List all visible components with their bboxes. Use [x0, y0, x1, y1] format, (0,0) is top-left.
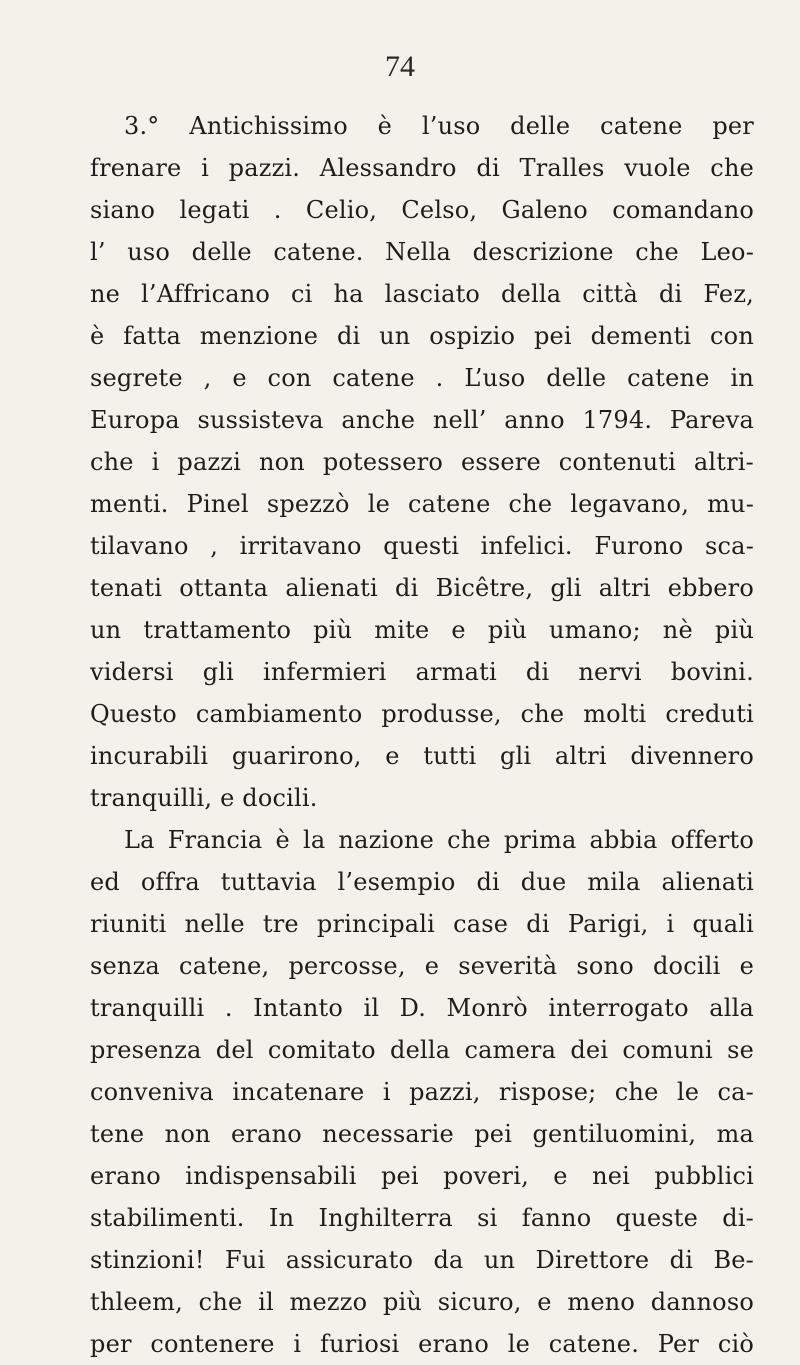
text-line: l’ uso delle catene. Nella descrizione che Leo- [90, 238, 754, 266]
text-line: che i pazzi non potessero essere contenuti altri- [90, 448, 754, 476]
text-line: è fatta menzione di un ospizio pei dementi con [90, 322, 754, 350]
text-line: frenare i pazzi. Alessandro di Tralles vuole che [90, 154, 754, 182]
text-line: Europa sussisteva anche nell’ anno 1794. Pareva [90, 406, 754, 434]
text-line: tranquilli, e docili. [90, 784, 318, 812]
text-line: presenza del comitato della camera dei comuni se [90, 1036, 754, 1064]
text-line: un trattamento più mite e più umano; nè più [90, 616, 754, 644]
text-line: tranquilli . Intanto il D. Monrò interrogato alla [90, 994, 754, 1022]
text-line: segrete , e con catene . L’uso delle catene in [90, 364, 754, 392]
text-line: vidersi gli infermieri armati di nervi bovini. [90, 658, 754, 686]
text-line: La Francia è la nazione che prima abbia offerto [124, 826, 754, 854]
text-line: stinzioni! Fui assicurato da un Direttore di Be- [90, 1246, 754, 1274]
text-line: incurabili guarirono, e tutti gli altri divennero [90, 742, 754, 770]
text-line: stabilimenti. In Inghilterra si fanno queste di- [90, 1204, 754, 1232]
text-line: ne l’Affricano ci ha lasciato della città di Fez, [90, 280, 754, 308]
text-line: per contenere i furiosi erano le catene. Per ciò [90, 1330, 754, 1358]
body-text [90, 105, 754, 1365]
text-line: siano legati . Celio, Celso, Galeno comandano [90, 196, 754, 224]
text-line: ed offra tuttavia l’esempio di due mila alienati [90, 868, 754, 896]
text-line: Questo cambiamento produsse, che molti creduti [90, 700, 754, 728]
text-line: tenati ottanta alienati di Bicêtre, gli altri ebbero [90, 574, 754, 602]
text-line: thleem, che il mezzo più sicuro, e meno dannoso [90, 1288, 754, 1316]
text-line: conveniva incatenare i pazzi, rispose; che le ca- [90, 1078, 754, 1106]
text-line: tilavano , irritavano questi infelici. Furono sca- [90, 532, 754, 560]
text-line: senza catene, percosse, e severità sono docili e [90, 952, 754, 980]
text-line: erano indispensabili pei poveri, e nei pubblici [90, 1162, 754, 1190]
text-line: riuniti nelle tre principali case di Parigi, i quali [90, 910, 754, 938]
text-line: tene non erano necessarie pei gentiluomini, ma [90, 1120, 754, 1148]
page-number: 74 [385, 50, 415, 83]
text-line: 3.° Antichissimo è l’uso delle catene per [124, 112, 754, 140]
text-line: menti. Pinel spezzò le catene che legavano, mu- [90, 490, 754, 518]
